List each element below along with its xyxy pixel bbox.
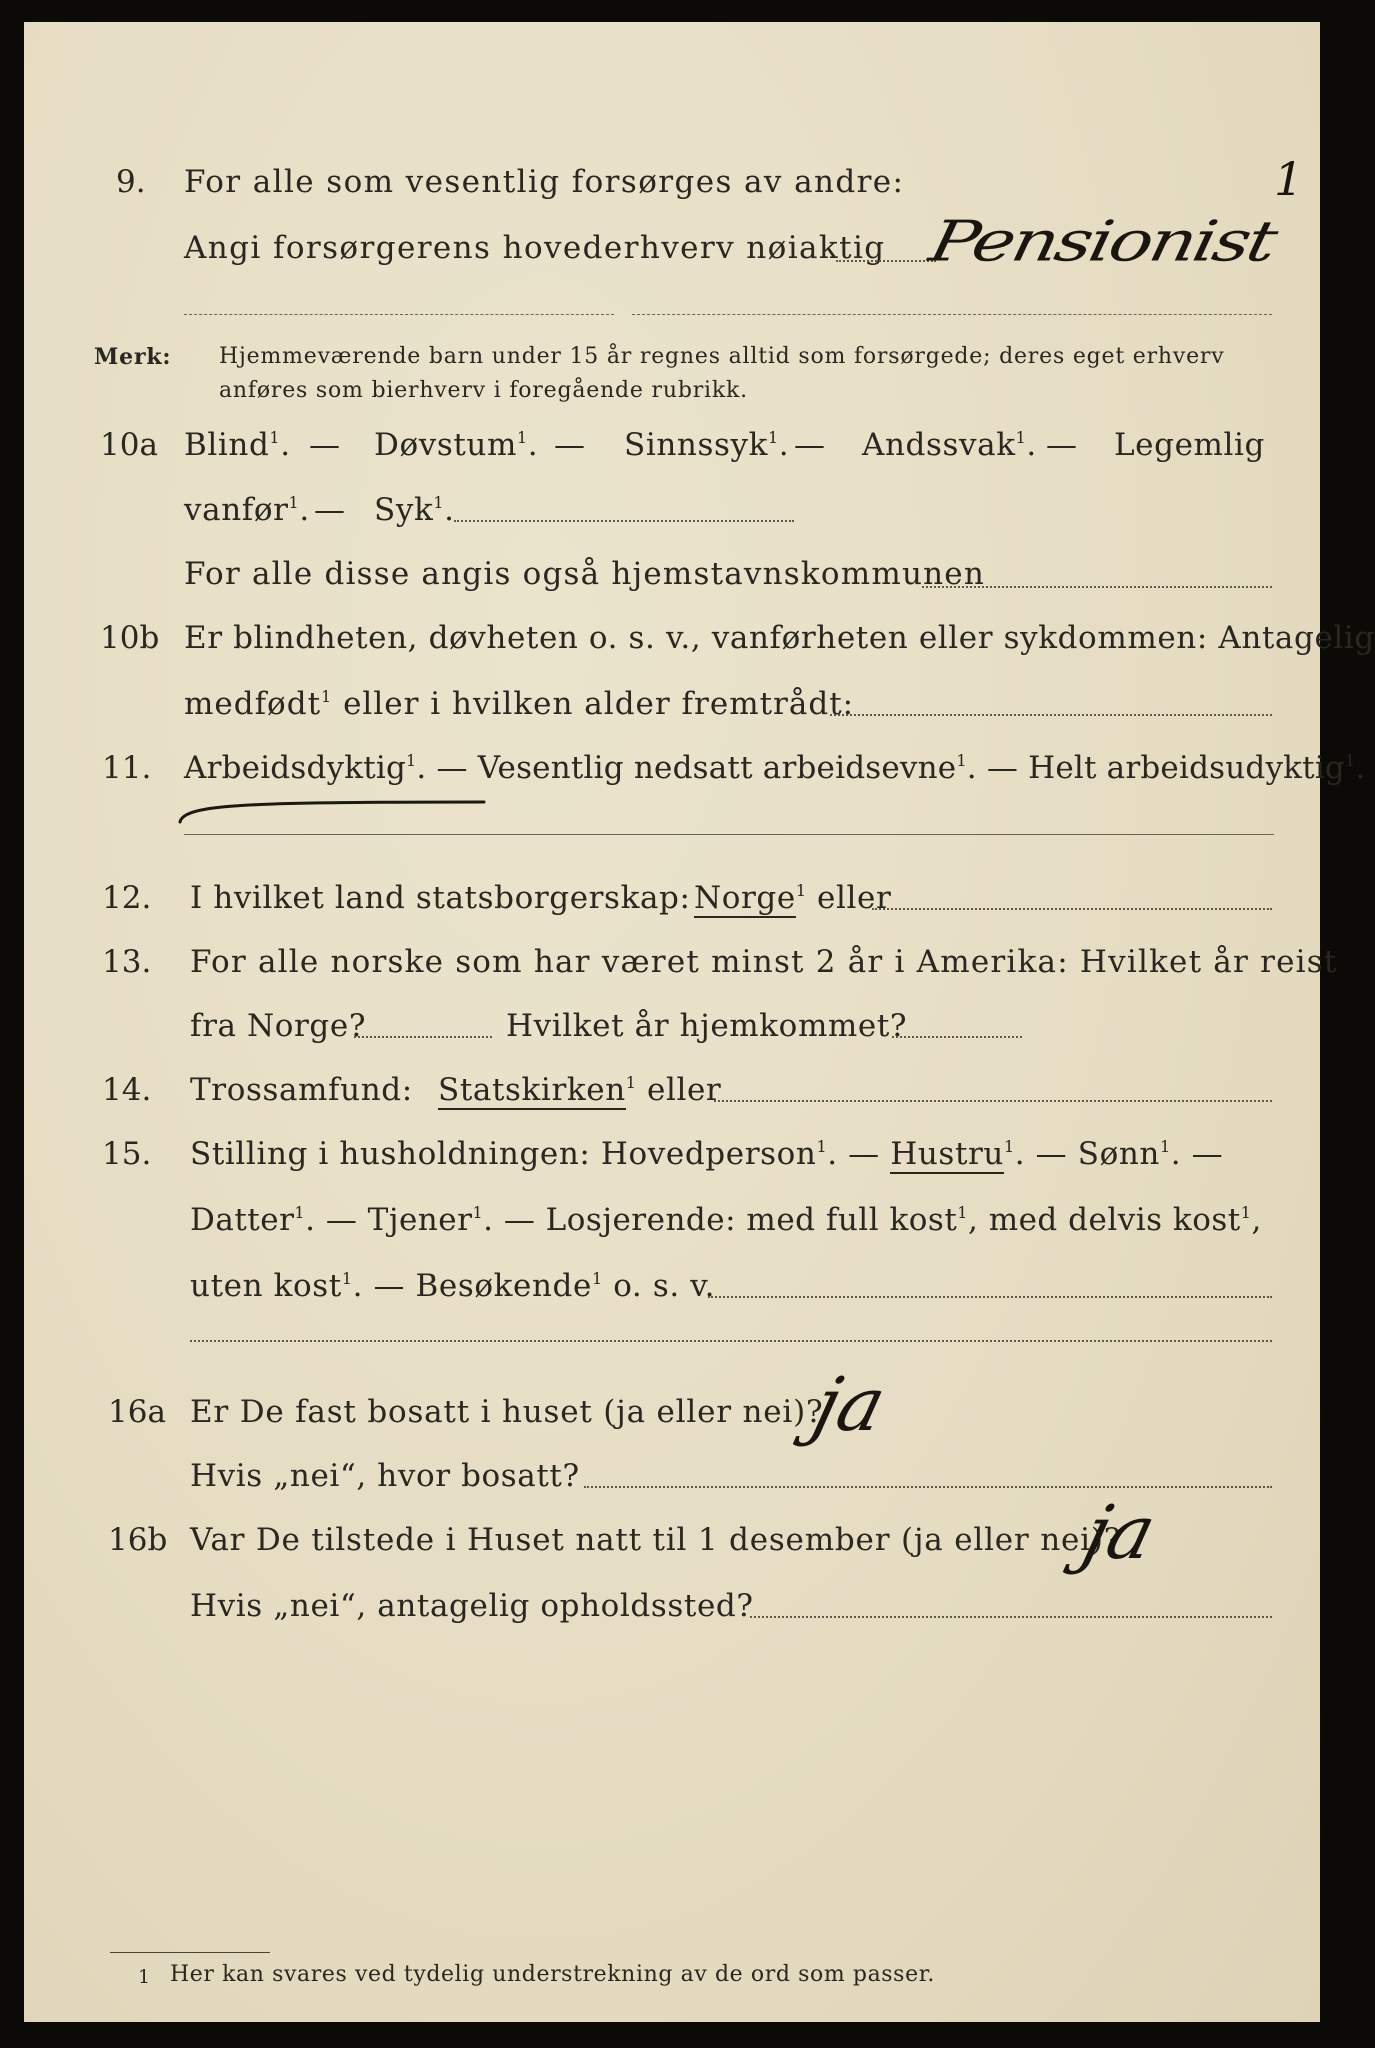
q16b-line2: Hvis „nei“, antagelig opholdssted? (190, 1588, 754, 1624)
q16b-dotline (750, 1616, 1272, 1618)
q10a-dash-4: — (1046, 427, 1078, 463)
q10b-number: 10b (100, 620, 160, 656)
q9-answer-dotline (836, 260, 936, 262)
q13-line2a: fra Norge? (190, 1008, 367, 1044)
q16a-handwritten-answer: ja (805, 1362, 894, 1448)
q15-dotline-1 (708, 1296, 1272, 1298)
q10a-dovstum: Døvstum$^1$. (374, 427, 539, 463)
footnote-mark: 1 (138, 1966, 151, 1988)
q10a-dash-1: — (309, 427, 341, 463)
q11-number: 11. (102, 750, 152, 786)
q14-dotline (714, 1100, 1272, 1102)
q10a-dotline-1 (454, 520, 794, 522)
q10a-line3: For alle disse angis også hjemstavnskommunen (184, 556, 985, 592)
q10b-line1: Er blindheten, døvheten o. s. v., vanførheten eller sykdommen: Antagelig (184, 620, 1375, 656)
q9-number: 9. (116, 164, 146, 200)
q13-line1: For alle norske som har været minst 2 år i Amerika: Hvilket år reist (190, 944, 1338, 980)
q10a-blind: Blind$^1$. (184, 427, 291, 463)
q16a-line1: Er De fast bosatt i huset (ja eller nei)? (190, 1394, 824, 1430)
q12-norge: Norge$^1$ eller (694, 880, 892, 916)
q16a-line2: Hvis „nei“, hvor bosatt? (190, 1458, 580, 1494)
q13-number: 13. (102, 944, 152, 980)
q10a-dash-5: — (314, 492, 346, 528)
q14-text: Trossamfund: (190, 1072, 413, 1108)
q11-answer-line (184, 834, 1274, 835)
merk-line1: Hjemmeværende barn under 15 år regnes alltid som forsørgede; deres eget erhverv (219, 344, 1225, 369)
q9-dash-line-left (184, 314, 614, 315)
q16b-handwritten-answer: ja (1075, 1490, 1164, 1576)
q9-line2: Angi forsørgerens hovederhverv nøiaktig (184, 230, 886, 266)
footnote-text: Her kan svares ved tydelig understrekning av de ord som passer. (170, 1962, 935, 1987)
q14-statskirken: Statskirken$^1$ eller (438, 1072, 722, 1108)
q10a-vanfor: vanfør$^1$. (184, 492, 310, 528)
q15-line1: Stilling i husholdningen: Hovedperson$^1$. — Hustru$^1$. — Sønn$^1$. — (190, 1136, 1224, 1172)
q15-number: 15. (102, 1136, 152, 1172)
q16a-number: 16a (108, 1394, 166, 1430)
q9-handwritten-answer: Pensionist (924, 208, 1281, 274)
q10a-syk: Syk$^1$. (374, 492, 455, 528)
q15-dotline-2 (190, 1340, 1272, 1342)
q9-line1: For alle som vesentlig forsørges av andre: (184, 164, 905, 200)
q10a-number: 10a (100, 427, 158, 463)
q15-line3: uten kost$^1$. — Besøkende$^1$ o. s. v. (190, 1268, 716, 1304)
q12-text: I hvilket land statsborgerskap: (190, 880, 691, 916)
q10a-dotline-2 (922, 586, 1272, 588)
q10a-dash-2: — (554, 427, 586, 463)
q16a-dotline (584, 1486, 1272, 1488)
q10b-dotline (830, 714, 1272, 716)
q16b-number: 16b (108, 1522, 168, 1558)
q13-line2b: Hvilket år hjemkommet? (506, 1008, 908, 1044)
merk-label: Merk: (94, 344, 172, 370)
q10a-legemlig: Legemlig (1114, 427, 1265, 463)
q9-dash-line-right (632, 314, 1272, 315)
q11-handwritten-underline (174, 792, 494, 832)
q14-number: 14. (102, 1072, 152, 1108)
q12-dotline (872, 908, 1272, 910)
q10b-line2: medfødt$^1$ eller i hvilken alder fremtrådt: (184, 686, 855, 722)
census-form-page (24, 22, 1375, 2022)
q10a-andssvak: Andssvak$^1$. (862, 427, 1037, 463)
q9-handwritten-mark: 1 (1274, 152, 1304, 206)
q13-dotline-1 (354, 1036, 492, 1038)
merk-line2: anføres som bierhverv i foregående rubrikk. (219, 378, 748, 403)
q13-dotline-2 (892, 1036, 1022, 1038)
q11-line: Arbeidsdyktig$^1$. — Vesentlig nedsatt arbeidsevne$^1$. — Helt arbeidsudyktig$^1$. (184, 750, 1366, 786)
q10a-dash-3: — (794, 427, 826, 463)
q12-number: 12. (102, 880, 152, 916)
q10a-sinnssyk: Sinnssyk$^1$. (624, 427, 790, 463)
q16b-line1: Var De tilstede i Huset natt til 1 desember (ja eller nei)? (190, 1522, 1122, 1558)
q15-line2: Datter$^1$. — Tjener$^1$. — Losjerende: med full kost$^1$, med delvis kost$^1$, (190, 1202, 1262, 1238)
footnote-rule (110, 1952, 270, 1953)
